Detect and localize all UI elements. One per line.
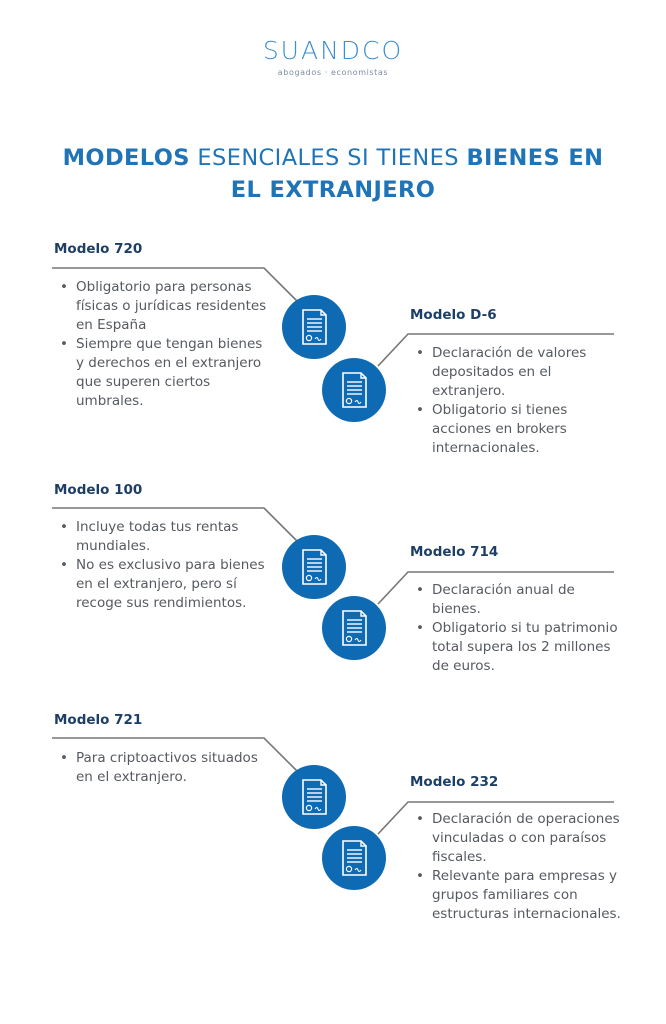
document-icon	[282, 295, 346, 359]
list-item: • Siempre que tengan bienes y derechos en el extranjero que superen ciertos umbrales.	[54, 335, 272, 411]
document-icon	[282, 765, 346, 829]
document-icon	[322, 596, 386, 660]
list-item: • Declaración de operaciones vinculadas o con paraísos fiscales.	[410, 810, 624, 867]
document-icon	[322, 826, 386, 890]
document-icon	[322, 358, 386, 422]
section-label-modelo-714: Modelo 714	[410, 544, 499, 560]
section-list-modelo-100	[54, 518, 272, 613]
section-label-modelo-721: Modelo 721	[54, 712, 143, 728]
list-item: • Relevante para empresas y grupos familiares con estructuras internacionales.	[410, 867, 624, 924]
title-part-2: ESENCIALES SI TIENES	[189, 145, 467, 171]
section-label-modelo-720: Modelo 720	[54, 241, 143, 257]
logo-tagline: abogados · economistas	[277, 68, 389, 77]
list-item: • Obligatorio si tu patrimonio total supera los 2 millones de euros.	[410, 619, 620, 676]
section-label-modelo-d6: Modelo D-6	[410, 307, 497, 323]
section-list-modelo-714	[410, 581, 620, 676]
list-item: • Para criptoactivos situados en el extranjero.	[54, 749, 272, 787]
title-part-3: BIENES EN	[466, 145, 604, 171]
section-list-modelo-232	[410, 810, 624, 924]
section-list-modelo-720	[54, 278, 272, 411]
document-icon	[282, 535, 346, 599]
section-list-modelo-721	[54, 749, 272, 787]
section-list-modelo-d6	[410, 344, 620, 458]
section-label-modelo-232: Modelo 232	[410, 774, 499, 790]
list-item: • Obligatorio si tienes acciones en brokers internacionales.	[410, 401, 620, 458]
list-item: • Incluye todas tus rentas mundiales.	[54, 518, 272, 556]
list-item: • Declaración anual de bienes.	[410, 581, 620, 619]
list-item: • No es exclusivo para bienes en el extranjero, pero sí recoge sus rendimientos.	[54, 556, 272, 613]
list-item: • Declaración de valores depositados en el extranjero.	[410, 344, 620, 401]
logo-name: SUANDCO	[262, 36, 404, 65]
title-line-2: EL EXTRANJERO	[230, 177, 436, 203]
list-item: • Obligatorio para personas físicas o jurídicas residentes en España	[54, 278, 272, 335]
title-part-1: MODELOS	[62, 145, 190, 171]
section-label-modelo-100: Modelo 100	[54, 482, 143, 498]
